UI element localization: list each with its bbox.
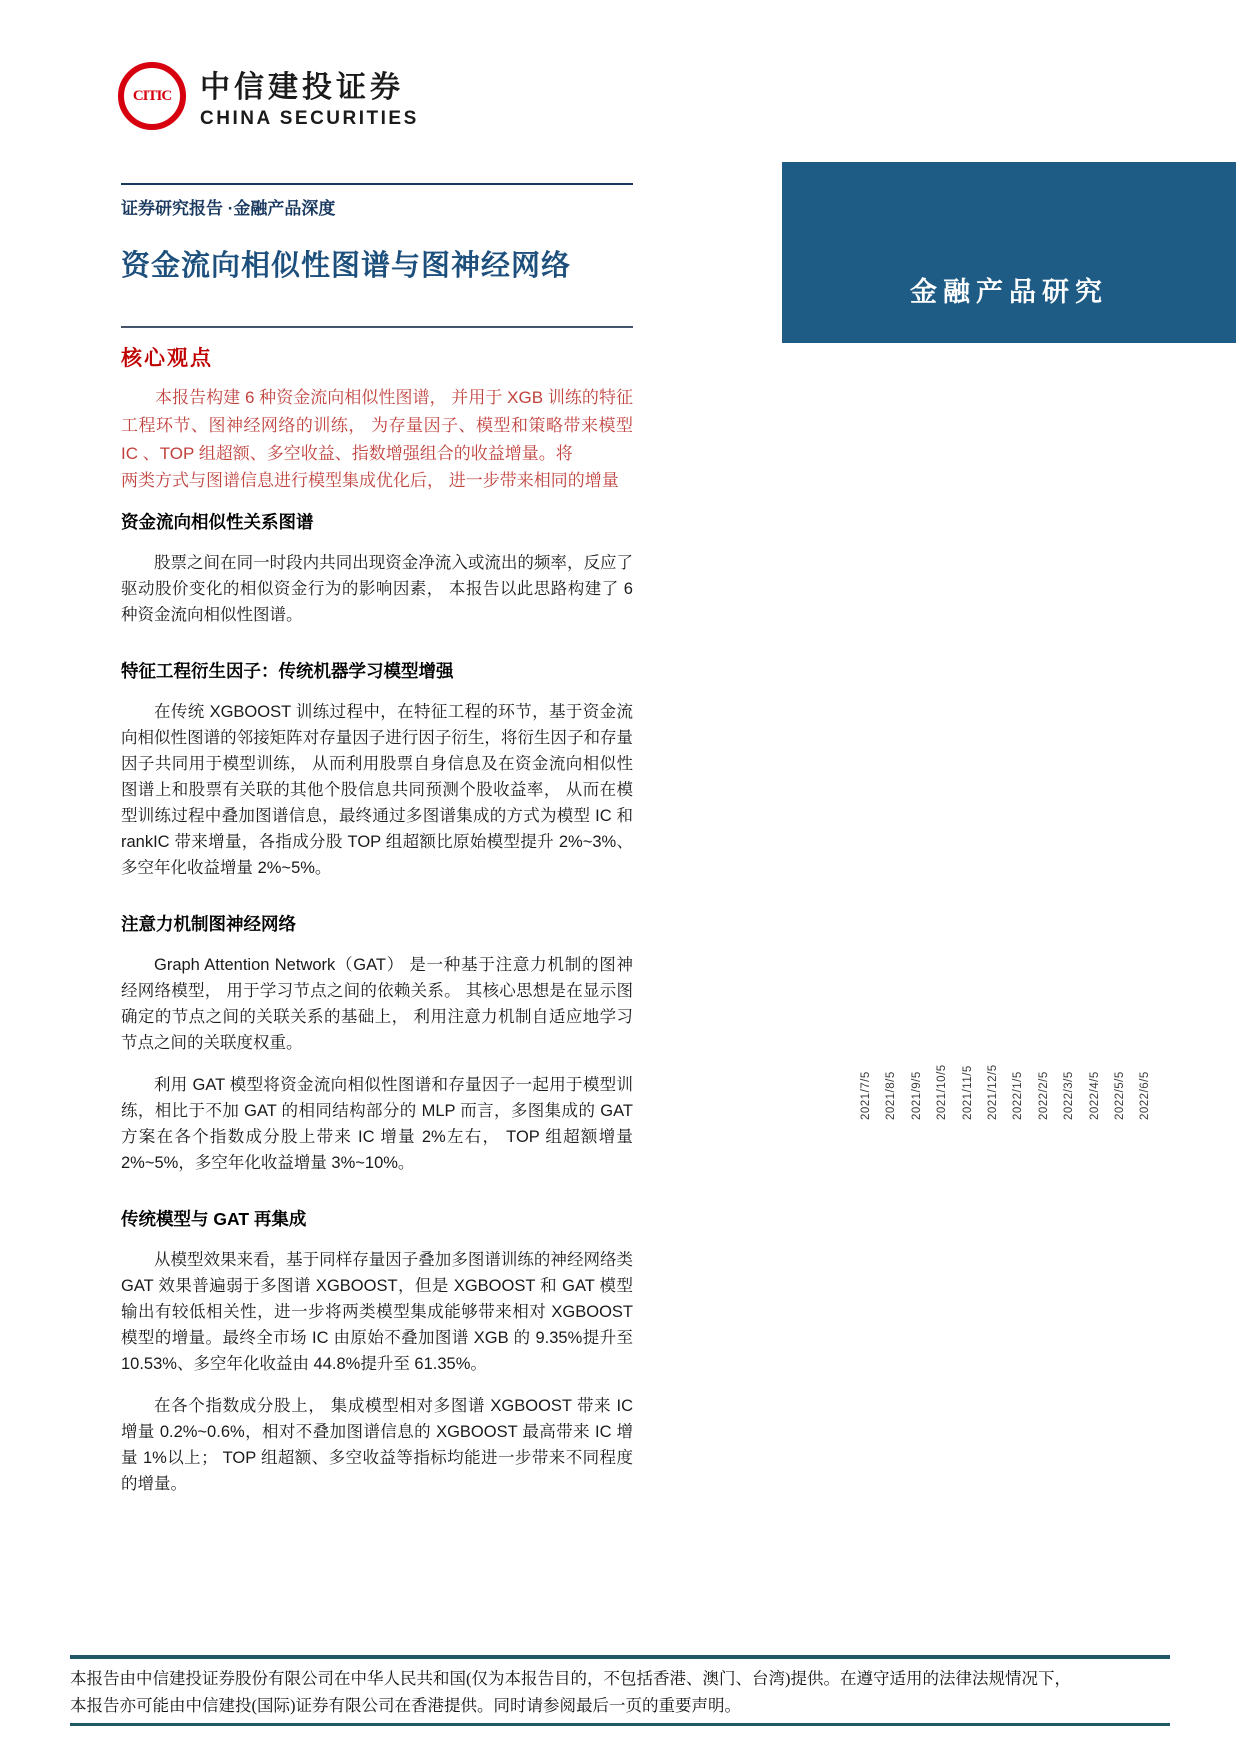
citic-circle-icon: [118, 62, 186, 130]
section-paragraph: 在各个指数成分股上， 集成模型相对多图谱 XGBOOST 带来 IC 增量 0.2%~0.6%，相对不叠加图谱信息的 XGBOOST 最高带来 IC 增量 1%以上； TOP 组超额、多空收益等指标均能进一步带来不同程度的增量。: [121, 1397, 633, 1493]
date-tick-label: 2021/12/5: [987, 1064, 999, 1120]
core-view-heading: 核心观点: [121, 347, 213, 370]
date-tick-label: 2022/3/5: [1063, 1071, 1076, 1120]
section-heading-feature-engineering: 特征工程衍生因子：传统机器学习模型增强: [121, 661, 454, 681]
core-view-rule: [121, 326, 633, 328]
date-tick-label: 2021/10/5: [936, 1064, 949, 1120]
date-axis: [860, 1058, 1172, 1120]
core-view-clipped-line: 两类方式与图谱信息进行模型集成优化后， 进一步带来相同的增量: [121, 471, 619, 490]
section-paragraph: 在传统 XGBOOST 训练过程中，在特征工程的环节，基于资金流向相似性图谱的邻接矩阵对存量因子进行因子衍生，将衍生因子和存量因子共同用于模型训练， 从而利用股票自身信息及在资金流向相似性图谱上和股票有关联的其他个股信息共同预测个股收益率， 从而在模型训练过程中叠加图谱信息，最终通过多图谱集成的方式为模型 IC 和 rankIC 带来增量，各指成分股 TOP 组超额比原始模型提升 2%~3%、多空年化收益增量 2%~5%。: [121, 703, 633, 877]
footer-bottom-rule: [70, 1723, 1170, 1726]
section-paragraph: 从模型效果来看，基于同样存量因子叠加多图谱训练的神经网络类 GAT 效果普遍弱于多图谱 XGBOOST，但是 XGBOOST 和 GAT 模型输出有较低相关性，进一步将两类模型集成能够带来相对 XGBOOST 模型的增量。最终全市场 IC 由原始不叠加图谱 XGB 的 9.35%提升至 10.53%、多空年化收益由 44.8%提升至 61.35%。: [121, 1251, 633, 1373]
date-tick-label: 2022/6/5: [1139, 1071, 1152, 1120]
date-tick-label: 2022/1/5: [1012, 1071, 1025, 1120]
brand-header: [118, 62, 419, 130]
section-heading-ensemble: 传统模型与 GAT 再集成: [121, 1209, 307, 1229]
section-paragraph: 利用 GAT 模型将资金流向相似性图谱和存量因子一起用于模型训练，相比于不加 GAT 的相同结构部分的 MLP 而言，多图集成的 GAT 方案在各个指数成分股上带来 IC 增量 2%左右， TOP 组超额增量 2%~5%，多空年化收益增量 3%~10%。: [121, 1076, 633, 1172]
footer: [70, 1655, 1170, 1726]
date-tick-label: 2021/7/5: [860, 1071, 872, 1120]
date-tick-label: 2021/9/5: [910, 1071, 923, 1120]
section-paragraph: Graph Attention Network（GAT） 是一种基于注意力机制的图神经网络模型， 用于学习节点之间的依赖关系。 其核心思想是在显示图确定的节点之间的关联关系的基础上， 利用注意力机制自适应地学习节点之间的关联度权重。: [121, 956, 633, 1052]
date-tick-label: 2021/8/5: [885, 1071, 898, 1120]
section-heading-graph: 资金流向相似性关系图谱: [121, 512, 314, 532]
logo-mark: CITIC: [132, 87, 172, 104]
brand-text: [200, 62, 419, 130]
header-rule: [121, 183, 633, 185]
section-heading-gat: 注意力机制图神经网络: [121, 914, 296, 934]
main-column: [121, 183, 633, 1497]
footer-disclaimer-line1: 本报告由中信建投证券股份有限公司在中华人民共和国(仅为本报告目的，不包括香港、澳门、台湾)提供。在遵守适用的法律法规情况下，: [70, 1669, 1071, 1688]
brand-name-en: CHINA SECURITIES: [200, 108, 419, 129]
category-banner: [782, 162, 1236, 343]
date-tick-label: 2022/5/5: [1114, 1071, 1126, 1120]
report-category: 证券研究报告 ·金融产品深度: [121, 199, 336, 218]
core-view-paragraph: 本报告构建 6 种资金流向相似性图谱， 并用于 XGB 训练的特征工程环节、图神经网络的训练， 为存量因子、模型和策略带来模型 IC 、TOP 组超额、多空收益、指数增强组合的收益增量。将: [121, 388, 633, 463]
report-title: 资金流向相似性图谱与图神经网络: [121, 250, 572, 282]
footer-disclaimer-line2: 本报告亦可能由中信建投(国际)证券有限公司在香港提供。同时请参阅最后一页的重要声明。: [70, 1696, 741, 1715]
date-tick-label: 2021/11/5: [961, 1065, 974, 1120]
section-paragraph: 股票之间在同一时段内共同出现资金净流入或流出的频率，反应了驱动股价变化的相似资金行为的影响因素， 本报告以此思路构建了 6 种资金流向相似性图谱。: [121, 554, 633, 624]
date-tick-label: 2022/2/5: [1037, 1071, 1050, 1120]
brand-name-cn: 中信建投证券: [200, 71, 404, 104]
date-tick-label: 2022/4/5: [1088, 1071, 1101, 1120]
category-banner-label: 金融产品研究: [910, 277, 1108, 307]
footer-top-rule: [70, 1655, 1170, 1659]
